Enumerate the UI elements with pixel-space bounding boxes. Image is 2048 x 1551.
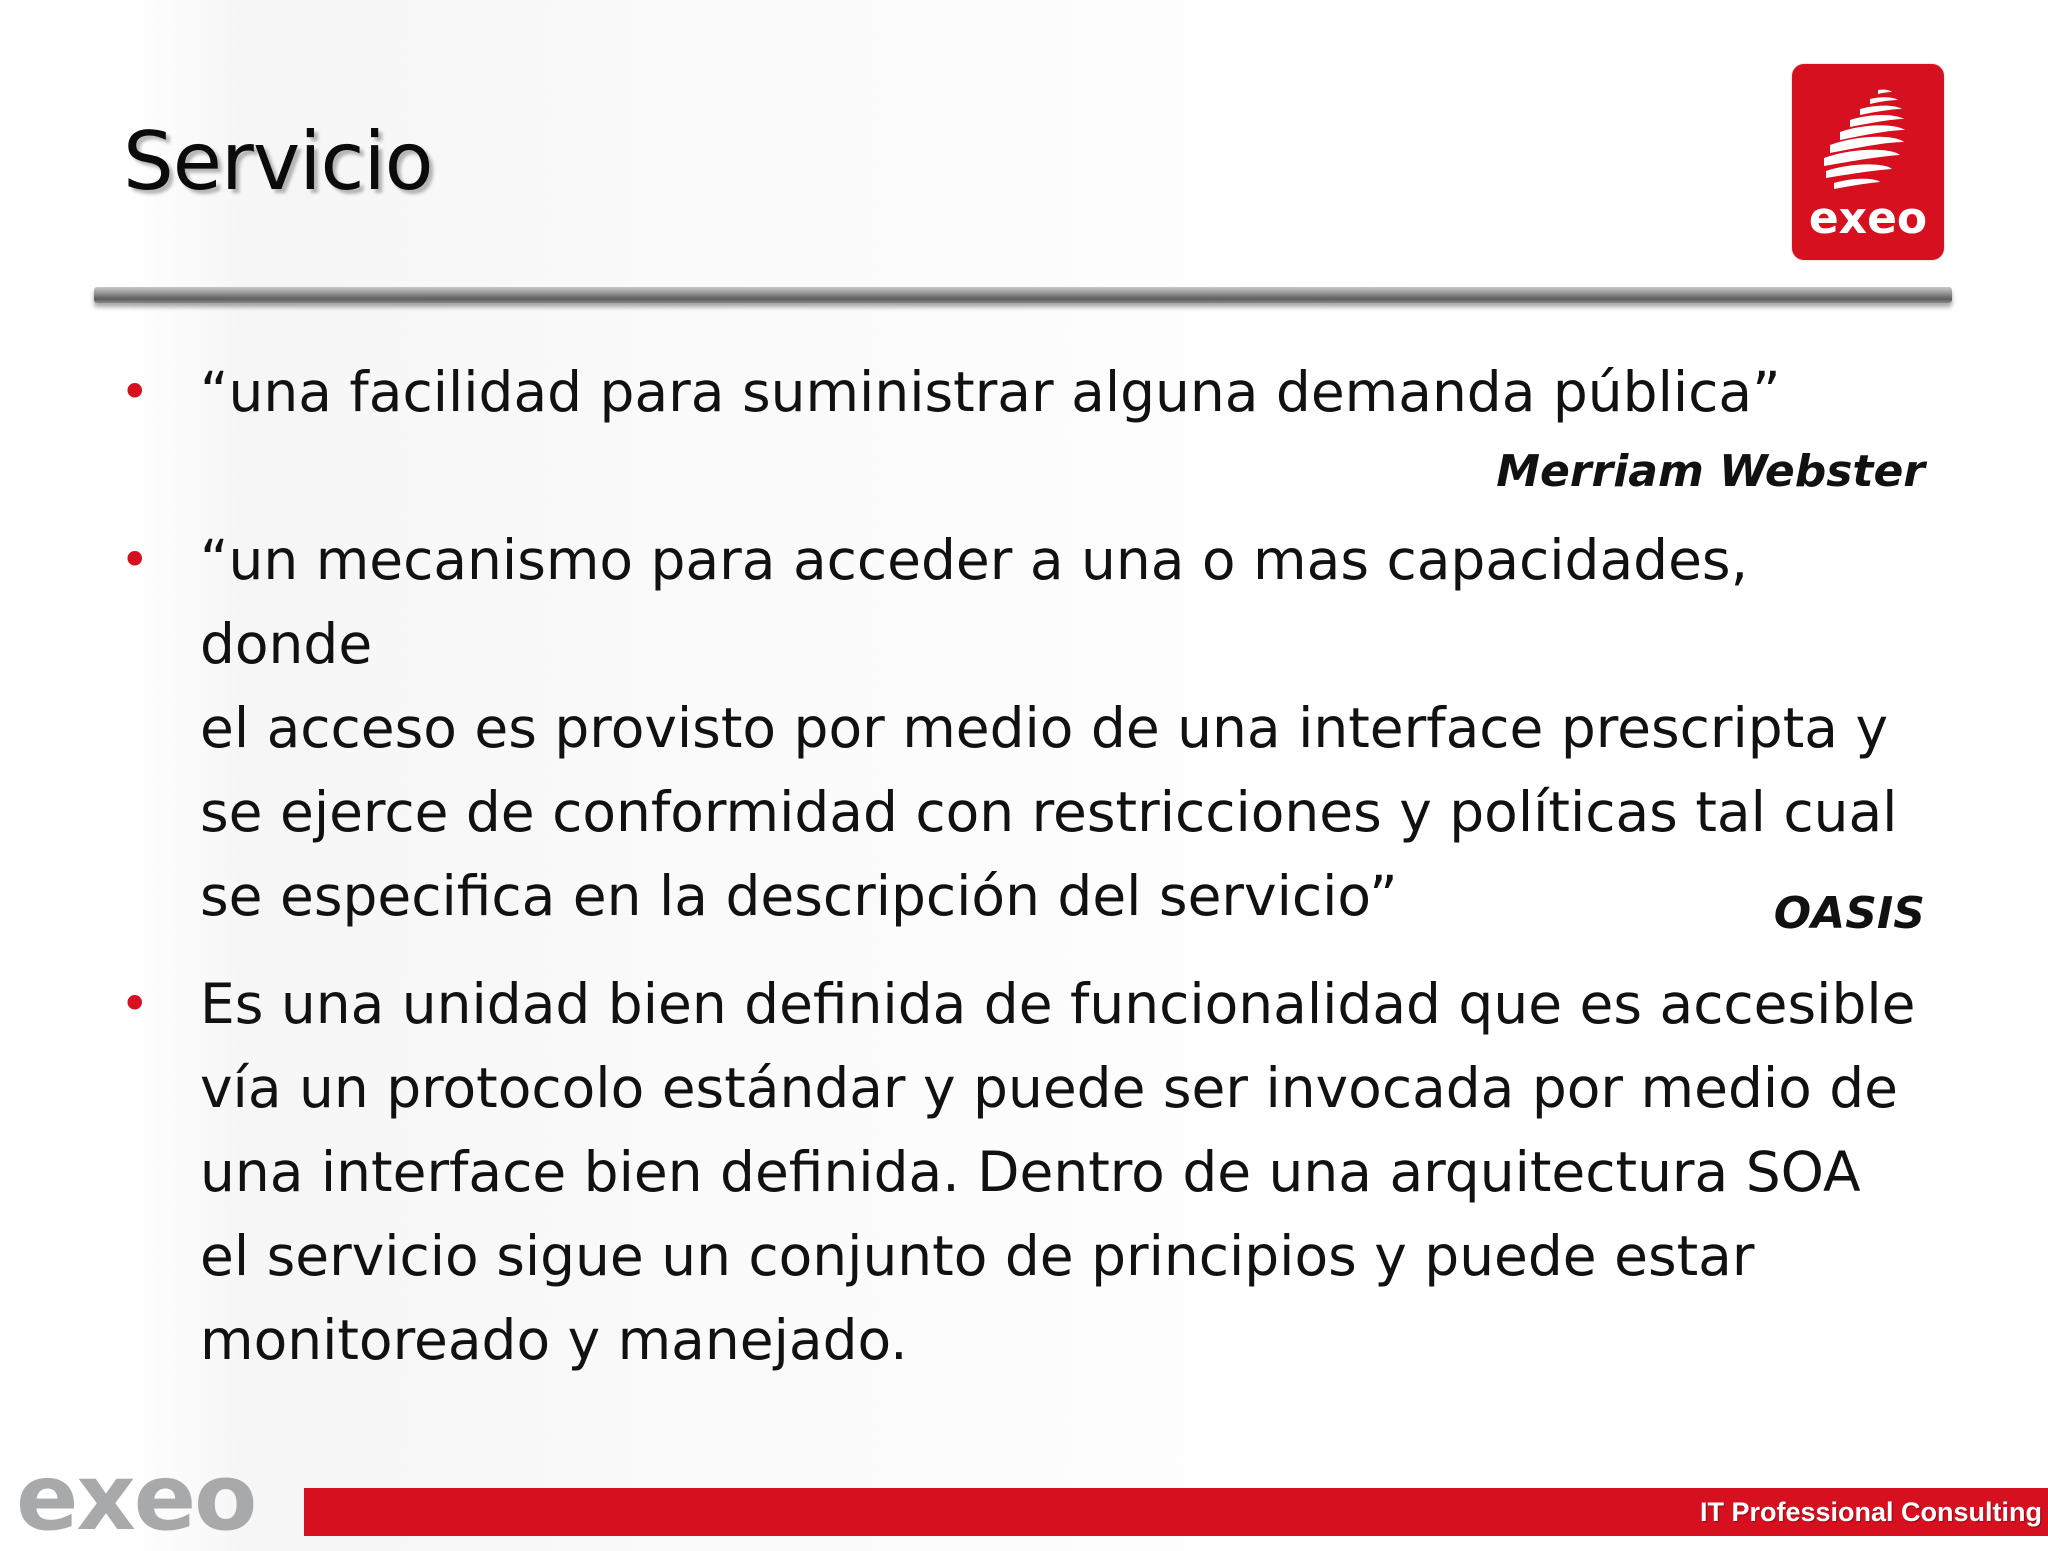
bullet-marker: • — [120, 363, 150, 421]
bullet-item — [120, 962, 1930, 1382]
bullet-list — [120, 350, 1930, 1382]
footer-logo: exeo — [16, 1444, 256, 1551]
bullet-text: “un mecanismo para acceder a una o mas capacidades, donde el acceso es provisto por medio de una interface prescripta y se ejerce de conformidad con restricciones y políticas tal cual se especifica en la descripción del servicio” — [200, 528, 1898, 928]
quote-source: OASIS — [1773, 888, 1925, 939]
footer-bar — [304, 1488, 2048, 1536]
bullet-item — [120, 350, 1930, 434]
bullet-marker: • — [120, 531, 150, 589]
title-divider — [94, 287, 1952, 303]
exeo-logo — [1792, 64, 1944, 260]
striped-globe-icon — [1812, 86, 1924, 191]
bullet-text: Es una unidad bien definida de funcionalidad que es accesible vía un protocolo estándar y puede ser invocada por medio de una interface bien definida. Dentro de una arquitectura SOA el servicio sigue un conjunto de principios y puede estar monitoreado y manejado. — [200, 972, 1916, 1372]
bullet-marker: • — [120, 975, 150, 1033]
logo-wordmark: exeo — [1808, 193, 1928, 244]
footer-tagline: IT Professional Consulting — [1699, 1497, 2042, 1527]
bullet-text: “una facilidad para suministrar alguna demanda pública” — [200, 360, 1781, 424]
slide-title: Servicio — [123, 115, 433, 208]
quote-source: Merriam Webster — [1496, 446, 1925, 497]
